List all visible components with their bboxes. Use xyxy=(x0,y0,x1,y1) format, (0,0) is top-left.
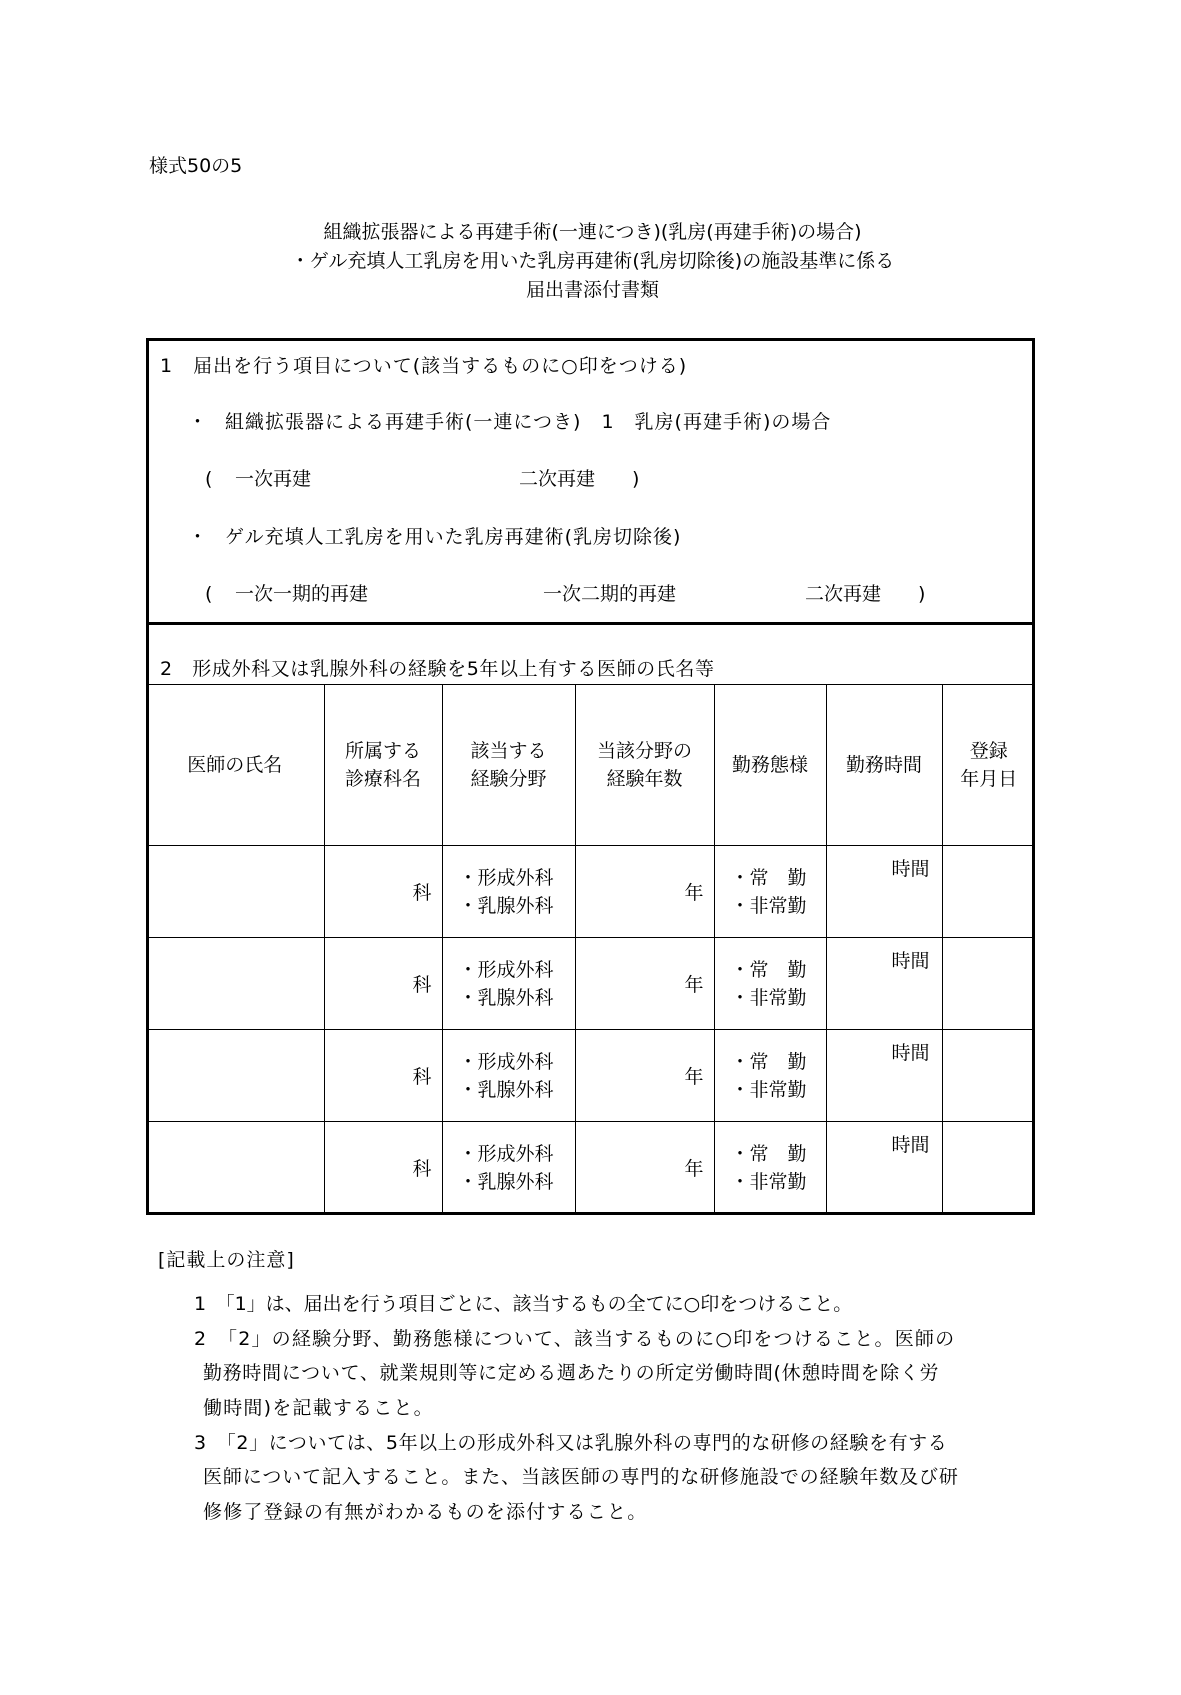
item1-label: 組織拡張器による再建手術(一連につき) 1 乳房(再建手術)の場合 xyxy=(225,411,832,433)
note-line: 3 「2」については、5年以上の形成外科又は乳腺外科の専門的な研修の経験を有する xyxy=(194,1432,948,1454)
hours-suffix: 時間 xyxy=(891,1042,930,1064)
physician-name-cell[interactable] xyxy=(146,846,324,938)
title-line-1: 組織拡張器による再建手術(一連につき)(乳房(再建手術)の場合) xyxy=(323,221,862,243)
table-row xyxy=(146,1122,1035,1214)
header-hours xyxy=(826,685,942,846)
table-row xyxy=(146,846,1035,938)
paren-open: ( xyxy=(205,468,213,490)
header-text: 当該分野の xyxy=(596,740,692,762)
field-plastic-surgery[interactable]: ・形成外科 xyxy=(458,1050,554,1073)
note-line: 医師について記入すること。また、当該医師の専門的な研修施設での経験年数及び研 xyxy=(203,1466,959,1488)
note-line: 勤務時間について、就業規則等に定める週あたりの所定労働時間(休憩時間を除く労 xyxy=(203,1362,940,1384)
registration-date-cell[interactable] xyxy=(942,938,1035,1030)
header-text: 医師の氏名 xyxy=(187,754,283,776)
section-divider xyxy=(146,622,1035,625)
option-primary-two-stage[interactable]: 一次二期的再建 xyxy=(543,583,677,605)
dept-suffix: 科 xyxy=(412,1158,432,1180)
field-plastic-surgery[interactable]: ・形成外科 xyxy=(458,866,554,889)
header-text: 経験年数 xyxy=(606,768,683,790)
table-row xyxy=(146,938,1035,1030)
option-secondary-reconstruction[interactable]: 二次再建 xyxy=(519,468,596,490)
dept-suffix: 科 xyxy=(412,1066,432,1088)
header-name xyxy=(146,685,324,846)
registration-date-cell[interactable] xyxy=(942,846,1035,938)
employment-cell xyxy=(714,938,826,1030)
option-secondary[interactable]: 二次再建 xyxy=(805,583,882,605)
employment-full-time[interactable]: ・常 勤 xyxy=(730,866,807,889)
department-cell[interactable] xyxy=(324,938,442,1030)
employment-cell xyxy=(714,846,826,938)
physician-name-cell[interactable] xyxy=(146,938,324,1030)
header-text: 診療科名 xyxy=(344,768,421,790)
table-row xyxy=(146,1030,1035,1122)
note-line: 2 「2」の経験分野、勤務態様について、該当するものに○印をつけること。医師の xyxy=(194,1328,956,1350)
header-years xyxy=(575,685,714,846)
header-text: 所属する xyxy=(344,740,421,762)
hours-cell[interactable] xyxy=(826,1122,942,1214)
header-text: 該当する xyxy=(470,740,547,762)
notes-heading: [記載上の注意] xyxy=(158,1249,295,1271)
header-employment xyxy=(714,685,826,846)
years-suffix: 年 xyxy=(684,1066,704,1088)
field-breast-surgery[interactable]: ・乳腺外科 xyxy=(458,894,554,917)
years-cell[interactable] xyxy=(575,1122,714,1214)
registration-date-cell[interactable] xyxy=(942,1030,1035,1122)
field-breast-surgery[interactable]: ・乳腺外科 xyxy=(458,986,554,1009)
header-department xyxy=(324,685,442,846)
field-cell xyxy=(442,1030,575,1122)
header-text: 勤務態様 xyxy=(731,754,808,776)
employment-full-time[interactable]: ・常 勤 xyxy=(730,1142,807,1165)
form-number: 様式50の5 xyxy=(149,155,243,177)
department-cell[interactable] xyxy=(324,1030,442,1122)
employment-full-time[interactable]: ・常 勤 xyxy=(730,958,807,981)
header-text: 経験分野 xyxy=(470,768,547,790)
years-cell[interactable] xyxy=(575,846,714,938)
department-cell[interactable] xyxy=(324,846,442,938)
field-plastic-surgery[interactable]: ・形成外科 xyxy=(458,958,554,981)
hours-suffix: 時間 xyxy=(891,858,930,880)
department-cell[interactable] xyxy=(324,1122,442,1214)
employment-part-time[interactable]: ・非常勤 xyxy=(730,1170,807,1193)
paren-open: ( xyxy=(205,583,213,605)
item2-label: ゲル充填人工乳房を用いた乳房再建術(乳房切除後) xyxy=(225,526,682,548)
section2-heading: 2 形成外科又は乳腺外科の経験を5年以上有する医師の氏名等 xyxy=(160,658,715,680)
title-line-2: ・ゲル充填人工乳房を用いた乳房再建術(乳房切除後)の施設基準に係る xyxy=(290,250,895,272)
dept-suffix: 科 xyxy=(412,882,432,904)
option-primary-reconstruction[interactable]: 一次再建 xyxy=(235,468,312,490)
hours-cell[interactable] xyxy=(826,846,942,938)
years-suffix: 年 xyxy=(684,974,704,996)
note-line: 1 「1」は、届出を行う項目ごとに、該当するもの全てに○印をつけること。 xyxy=(194,1293,853,1315)
years-suffix: 年 xyxy=(684,1158,704,1180)
field-cell xyxy=(442,846,575,938)
employment-cell xyxy=(714,1122,826,1214)
note-line: 修修了登録の有無がわかるものを添付すること。 xyxy=(203,1501,648,1523)
field-breast-surgery[interactable]: ・乳腺外科 xyxy=(458,1078,554,1101)
note-line: 働時間)を記載すること。 xyxy=(203,1397,434,1419)
field-plastic-surgery[interactable]: ・形成外科 xyxy=(458,1142,554,1165)
employment-part-time[interactable]: ・非常勤 xyxy=(730,986,807,1009)
hours-cell[interactable] xyxy=(826,1030,942,1122)
header-text: 登録 xyxy=(969,740,1008,762)
employment-part-time[interactable]: ・非常勤 xyxy=(730,1078,807,1101)
years-cell[interactable] xyxy=(575,1030,714,1122)
field-cell xyxy=(442,938,575,1030)
physician-table xyxy=(146,684,1035,1213)
hours-suffix: 時間 xyxy=(891,950,930,972)
physician-name-cell[interactable] xyxy=(146,1030,324,1122)
employment-cell xyxy=(714,1030,826,1122)
field-cell xyxy=(442,1122,575,1214)
employment-full-time[interactable]: ・常 勤 xyxy=(730,1050,807,1073)
field-breast-surgery[interactable]: ・乳腺外科 xyxy=(458,1170,554,1193)
registration-date-cell[interactable] xyxy=(942,1122,1035,1214)
header-text: 勤務時間 xyxy=(845,754,922,776)
header-text: 年月日 xyxy=(960,768,1018,790)
bullet: ・ xyxy=(188,411,208,433)
section1-heading: 1 届出を行う項目について(該当するものに○印をつける) xyxy=(160,355,688,377)
table-header-row xyxy=(146,685,1035,846)
paren-close: ) xyxy=(918,583,926,605)
dept-suffix: 科 xyxy=(412,974,432,996)
hours-cell[interactable] xyxy=(826,938,942,1030)
years-suffix: 年 xyxy=(684,882,704,904)
physician-name-cell[interactable] xyxy=(146,1122,324,1214)
hours-suffix: 時間 xyxy=(891,1134,930,1156)
employment-part-time[interactable]: ・非常勤 xyxy=(730,894,807,917)
paren-close: ) xyxy=(632,468,640,490)
header-registration-date xyxy=(942,685,1035,846)
title-line-3: 届出書添付書類 xyxy=(525,279,659,301)
header-field xyxy=(442,685,575,846)
option-primary-one-stage[interactable]: 一次一期的再建 xyxy=(235,583,369,605)
document-title xyxy=(0,218,1181,305)
years-cell[interactable] xyxy=(575,938,714,1030)
bullet: ・ xyxy=(188,526,208,548)
